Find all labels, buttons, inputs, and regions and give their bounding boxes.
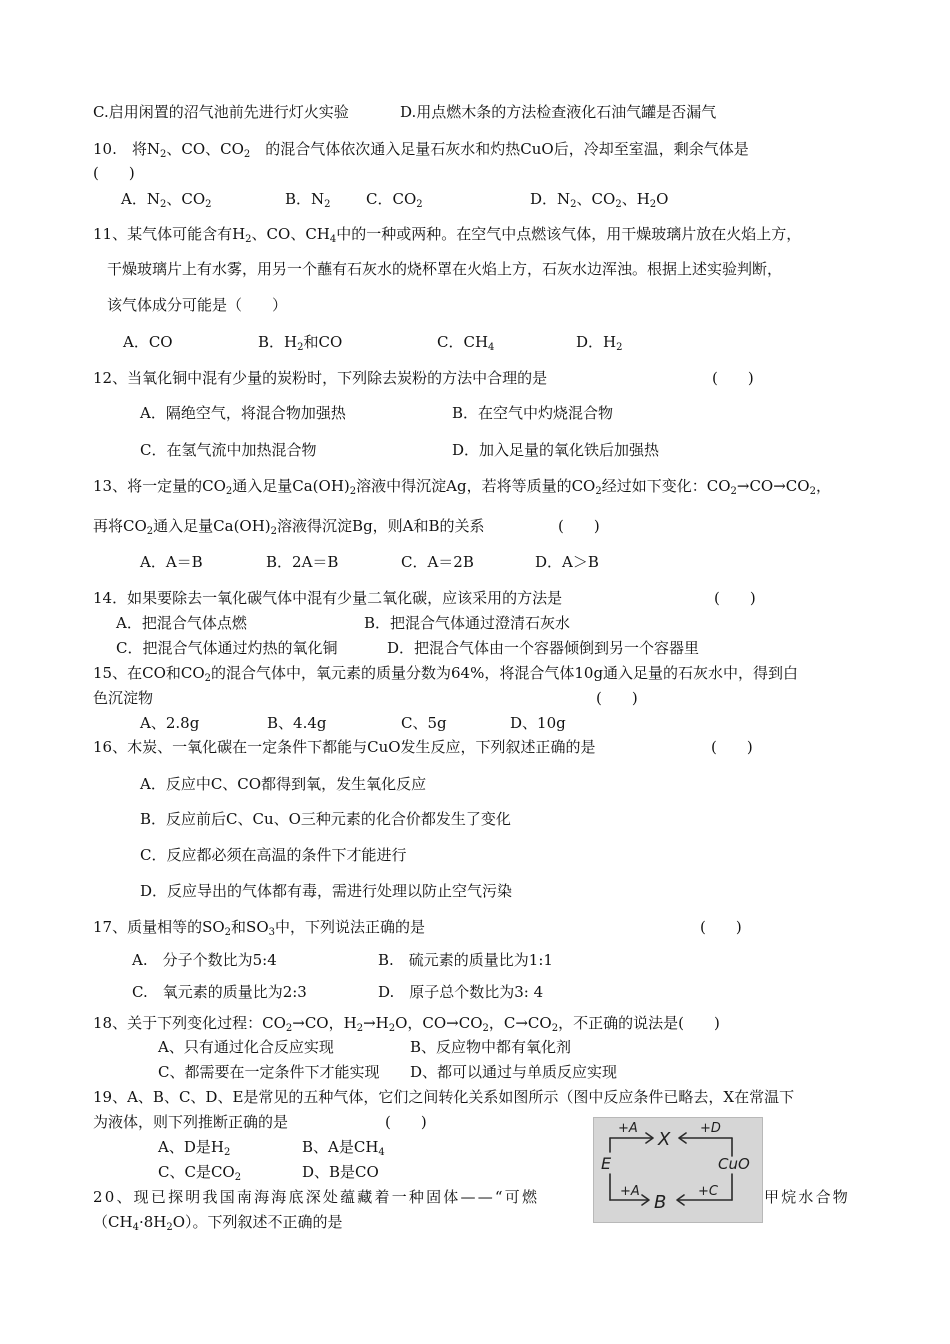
q16-answer-bracket: ( ) xyxy=(711,738,753,756)
q10-answer-bracket: ( ) xyxy=(93,164,135,182)
q14-option-a: A．把混合气体点燃 xyxy=(116,614,247,632)
q14-option-d: D．把混合气体由一个容器倾倒到另一个容器里 xyxy=(387,639,700,657)
q15-stem-line1: 15、在CO和$CO_2$的混合气体中，氧元素的质量分数为64%，将混合气体10g通入足量的石灰水中，得到白 xyxy=(93,664,799,684)
q10-option-b: B．$N_2$ xyxy=(285,190,331,210)
q18-stem: 18、关于下列变化过程：$CO_2\to CO$，$H_2\to H_2O$，$CO\to CO_2$，$C\to CO_2$，不正确的说法是( ) xyxy=(93,1014,720,1034)
node-cuo: CuO xyxy=(718,1155,750,1173)
q20-stem-line1-left: 20、现已探明我国南海海底深处蕴藏着一种固体——“可燃 xyxy=(93,1188,540,1206)
q11-stem-line3: 该气体成分可能是（ ） xyxy=(107,296,288,314)
q14-option-b: B．把混合气体通过澄清石灰水 xyxy=(364,614,571,632)
q18-option-c: C、都需要在一定条件下才能实现 xyxy=(158,1063,380,1081)
q19-stem-line1: 19、A、B、C、D、E是常见的五种气体，它们之间转化关系如图所示（图中反应条件已略去，X在常温下 xyxy=(93,1088,795,1106)
q17-stem: 17、质量相等的$SO_2$和$SO_3$中，下列说法正确的是 xyxy=(93,918,426,938)
q15-option-c: C、5g xyxy=(401,714,447,732)
q20-stem-line1-right: 甲烷水合物 xyxy=(764,1188,851,1206)
q17-answer-bracket: ( ) xyxy=(700,918,742,936)
q18-option-d: D、都可以通过与单质反应实现 xyxy=(410,1063,618,1081)
q13-answer-bracket: ( ) xyxy=(558,517,600,535)
q11-stem-line2: 干燥玻璃片上有水雾，用另一个蘸有石灰水的烧杯罩在火焰上方，石灰水边浑浊。根据上述实验判断， xyxy=(107,260,783,278)
q12-option-b: B．在空气中灼烧混合物 xyxy=(452,404,614,422)
q13-option-c: C．A＝2B xyxy=(401,553,474,571)
q14-option-c: C．把混合气体通过灼热的氧化铜 xyxy=(116,639,338,657)
q13-option-d: D．A＞B xyxy=(535,553,599,571)
q18-option-a: A、只有通过化合反应实现 xyxy=(158,1038,334,1056)
q17-option-c: C. 氧元素的质量比为2:3 xyxy=(132,983,307,1001)
q15-option-b: B、4.4g xyxy=(267,714,327,732)
q19-option-c: C、C是$CO_2$ xyxy=(158,1163,242,1183)
node-e: E xyxy=(601,1154,612,1173)
q17-option-d: D. 原子总个数比为3: 4 xyxy=(378,983,544,1001)
q12-stem: 12、当氧化铜中混有少量的炭粉时，下列除去炭粉的方法中合理的是 xyxy=(93,369,548,387)
label-plus-c: +C xyxy=(698,1184,718,1199)
q15-answer-bracket: ( ) xyxy=(596,689,638,707)
q19-option-a: A、D是$H_2$ xyxy=(158,1138,231,1158)
q13-option-b: B．2A＝B xyxy=(266,553,339,571)
q16-option-d: D．反应导出的气体都有毒，需进行处理以防止空气污染 xyxy=(140,882,513,900)
q19-answer-bracket: ( ) xyxy=(385,1113,427,1131)
q18-option-b: B、反应物中都有氧化剂 xyxy=(410,1038,572,1056)
q11-option-d: D．$H_2$ xyxy=(576,333,623,353)
q17-option-a: A. 分子个数比为5:4 xyxy=(132,951,277,969)
q9-option-c: C.启用闲置的沼气池前先进行灯火实验 xyxy=(93,103,349,121)
conversion-diagram-svg xyxy=(594,1118,762,1222)
label-plus-d: +D xyxy=(700,1121,721,1136)
q11-option-c: C．$CH_4$ xyxy=(437,333,495,353)
node-b: B xyxy=(654,1192,667,1213)
q11-option-b: B．$H_2$和CO xyxy=(258,333,343,353)
q12-answer-bracket: ( ) xyxy=(712,369,754,387)
q19-option-b: B、A是$CH_4$ xyxy=(302,1138,385,1158)
label-plus-a-top: +A xyxy=(618,1121,638,1136)
q13-stem-line2: 再将$CO_2$通入足量$Ca(OH)_2$溶液得沉淀Bg，则A和B的关系 xyxy=(93,517,485,537)
q13-option-a: A．A＝B xyxy=(140,553,203,571)
q19-conversion-diagram xyxy=(593,1117,763,1223)
node-x: X xyxy=(658,1129,671,1150)
q12-option-d: D．加入足量的氧化铁后加强热 xyxy=(452,441,660,459)
q19-option-d: D、B是CO xyxy=(302,1163,379,1181)
q16-option-a: A．反应中C、CO都得到氧，发生氧化反应 xyxy=(140,775,427,793)
q11-option-a: A．CO xyxy=(123,333,173,351)
q10-option-d: D．$N_2$、$CO_2$、$H_2O$ xyxy=(530,190,669,210)
q11-stem-line1: 11、某气体可能含有$H_2$、CO、$CH_4$中的一种或两种。在空气中点燃该气体，用干燥玻璃片放在火焰上方， xyxy=(93,225,802,245)
q12-option-c: C．在氢气流中加热混合物 xyxy=(140,441,317,459)
q10-option-c: C．$CO_2$ xyxy=(366,190,423,210)
q14-answer-bracket: ( ) xyxy=(714,589,756,607)
q14-stem: 14．如果要除去一氧化碳气体中混有少量二氧化碳，应该采用的方法是 xyxy=(93,589,563,607)
q15-option-d: D、10g xyxy=(510,714,566,732)
label-plus-a-bottom: +A xyxy=(620,1184,640,1199)
q15-option-a: A、2.8g xyxy=(140,714,200,732)
q10-option-a: A．$N_2$、$CO_2$ xyxy=(121,190,212,210)
q20-stem-line2: $(CH_4\cdot 8H_2O)$。下列叙述不正确的是 xyxy=(93,1213,343,1233)
q13-stem-line1: 13、将一定量的$CO_2$通入足量$Ca(OH)_2$溶液中得沉淀Ag，若将等质量的$CO_2$经过如下变化：$CO_2\to CO\to CO_2$， xyxy=(93,477,831,497)
q16-option-b: B．反应前后C、Cu、O三种元素的化合价都发生了变化 xyxy=(140,810,511,828)
q10-stem: 10. 将$N_2$、CO、$CO_2$ 的混合气体依次通入足量石灰水和灼热CuO后，冷却至室温，剩余气体是 xyxy=(93,140,749,160)
q16-option-c: C．反应都必须在高温的条件下才能进行 xyxy=(140,846,407,864)
q19-stem-line2: 为液体，则下列推断正确的是 xyxy=(93,1113,289,1131)
q12-option-a: A．隔绝空气，将混合物加强热 xyxy=(140,404,346,422)
q17-option-b: B. 硫元素的质量比为1:1 xyxy=(378,951,553,969)
q16-stem: 16、木炭、一氧化碳在一定条件下都能与CuO发生反应，下列叙述正确的是 xyxy=(93,738,596,756)
q9-option-d: D.用点燃木条的方法检查液化石油气罐是否漏气 xyxy=(400,103,717,121)
q15-stem-line2: 色沉淀物 xyxy=(93,689,154,707)
